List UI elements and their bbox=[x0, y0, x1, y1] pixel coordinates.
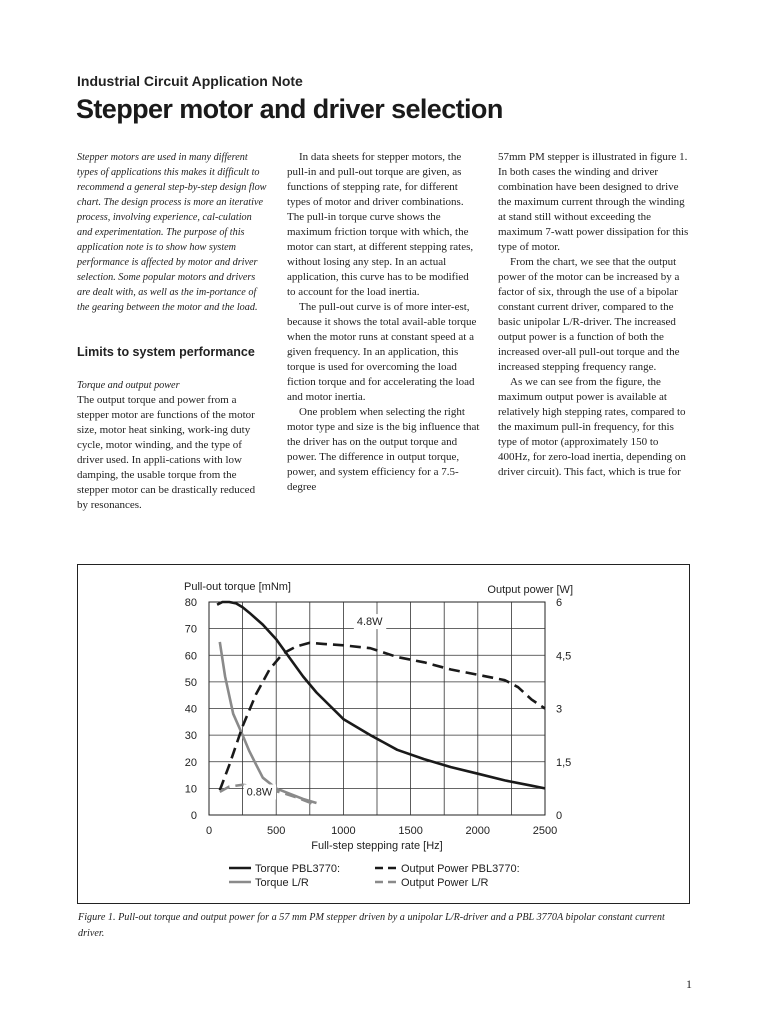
y-left-tick-label: 20 bbox=[184, 756, 197, 769]
text-column-1 bbox=[77, 150, 268, 513]
series-line-torque-l-r bbox=[220, 642, 317, 803]
series-line-output-power-pbl3770 bbox=[220, 643, 545, 790]
paragraph: 57mm PM stepper is illustrated in figure 1. In both cases the winding and driver combination have been designed to drive the maximum current through the winding at stand still without exceeding the maximum 7-watt power dissipation for this type of motor. bbox=[498, 151, 689, 253]
text-column-2 bbox=[287, 150, 480, 495]
x-tick-label: 1500 bbox=[398, 825, 423, 837]
abstract: Stepper motors are used in many different types of applications this makes it difficult to recommend a general step-by-step design flow chart. The design process is more an iterative process, involving experience, cal-culation and experimentation. The purpose of this application note is to show how system performance is affected by motor and driver selection. Some popular motors and drivers are dealt with, as well as the im-portance of the gearing between the motor and the load. bbox=[77, 152, 267, 313]
x-tick-label: 1000 bbox=[331, 825, 356, 837]
y-left-tick-label: 10 bbox=[184, 783, 197, 796]
y-left-axis-label: Pull-out torque [mNm] bbox=[184, 581, 291, 593]
paragraph: The pull-out curve is of more inter-est, because it shows the total avail-able torque when the motor runs at constant speed at a given frequency. In an application, this torque is used for overcoming the load fiction torque and for accelerating the load and motor inertia. bbox=[287, 301, 477, 403]
x-tick-label: 2500 bbox=[532, 825, 558, 837]
torque-power-chart bbox=[78, 565, 691, 905]
subheading: Torque and output power bbox=[77, 380, 180, 391]
legend-label: Output Power L/R bbox=[401, 877, 489, 889]
annotation-label: 4.8W bbox=[356, 616, 383, 629]
y-right-tick-label: 1,5 bbox=[556, 756, 572, 769]
paragraph: The output torque and power from a stepper motor are functions of the motor size, motor heat sinking, work-ing duty cycle, motor winding, and the type of driver used. In appli-cations with low damping, the usable torque from the stepper motor can be drastically reduced by resonances. bbox=[77, 394, 256, 511]
y-left-tick-label: 70 bbox=[184, 623, 197, 636]
y-right-tick-label: 3 bbox=[556, 703, 563, 716]
paragraph: From the chart, we see that the output power of the motor can be increased by a factor of six, through the use of a bipolar constant current driver, compared to the basic unipolar L/R-driver. The increased output power is a function of both the increased over-all pull-out torque and the increased stepping frequency range. bbox=[498, 256, 680, 373]
series-line-torque-pbl3770 bbox=[217, 602, 545, 788]
y-left-tick-label: 50 bbox=[184, 676, 197, 689]
x-tick-label: 2000 bbox=[465, 825, 491, 837]
legend-label: Output Power PBL3770: bbox=[401, 863, 520, 875]
x-tick-label: 500 bbox=[267, 825, 286, 837]
y-right-tick-label: 4,5 bbox=[556, 650, 572, 663]
page-number: 1 bbox=[686, 977, 692, 991]
x-axis-label: Full-step stepping rate [Hz] bbox=[311, 840, 443, 852]
annotation-label: 0.8W bbox=[246, 786, 273, 799]
y-right-tick-label: 6 bbox=[556, 597, 563, 609]
y-left-tick-label: 40 bbox=[184, 703, 197, 716]
legend-label: Torque L/R bbox=[255, 877, 309, 889]
y-right-tick-label: 0 bbox=[556, 810, 563, 822]
x-tick-label: 0 bbox=[205, 825, 213, 837]
legend-label: Torque PBL3770: bbox=[255, 863, 341, 875]
y-left-tick-label: 80 bbox=[184, 597, 197, 609]
y-left-tick-label: 0 bbox=[190, 810, 197, 822]
page-title: Stepper motor and driver selection bbox=[76, 94, 503, 124]
text-column-3 bbox=[498, 150, 691, 480]
y-left-tick-label: 60 bbox=[184, 650, 197, 663]
y-left-tick-label: 30 bbox=[184, 730, 197, 743]
paragraph: In data sheets for stepper motors, the pull-in and pull-out torque are given, as functions of stepping rate, for different types of motor and driver combinations. The pull-in torque curve shows the maximum friction torque with which, the motor can start, at different stepping rates, without losing any step. In an actual application, this curve has to be modified to account for the load inertia. bbox=[287, 151, 474, 298]
series-label: Industrial Circuit Application Note bbox=[77, 73, 303, 89]
y-right-axis-label: Output power [W] bbox=[487, 584, 573, 596]
paragraph: One problem when selecting the right motor type and size is the big influence that the driver has on the output torque and power. The difference in output torque, power, and system efficiency for a 7.5-degree bbox=[287, 406, 480, 493]
figure-caption: Figure 1. Pull-out torque and output power for a 57 mm PM stepper driven by a unipolar L/R-driver and a PBL 3770A bipolar constant current driver. bbox=[78, 912, 665, 939]
figure-box bbox=[77, 564, 690, 904]
section-heading: Limits to system performance bbox=[77, 345, 255, 359]
paragraph: As we can see from the figure, the maximum output power is available at relatively high stepping rates, compared to the maximum pull-in frequency, for this type of motor (approximately 150 to 400Hz, for zero-load inertia, depending on driver circuit). This fact, which is true for bbox=[498, 376, 686, 478]
